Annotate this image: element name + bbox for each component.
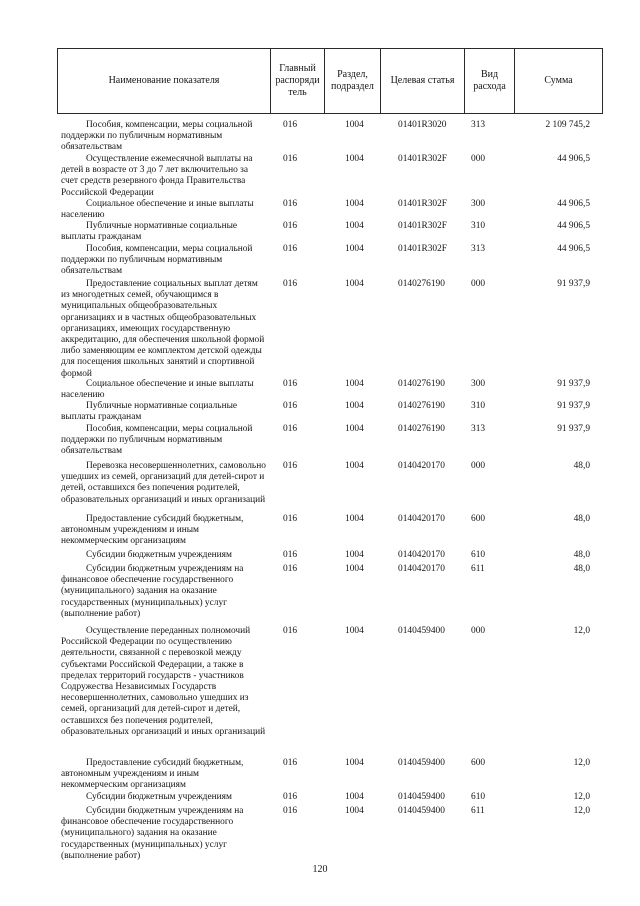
row-summa: 48,0 bbox=[573, 461, 590, 471]
row-glavny: 016 bbox=[283, 461, 298, 471]
row-summa: 48,0 bbox=[573, 514, 590, 524]
row-glavny: 016 bbox=[283, 758, 298, 768]
row-summa: 91 937,9 bbox=[557, 401, 590, 411]
row-vid: 610 bbox=[471, 792, 486, 802]
row-glavny: 016 bbox=[283, 379, 298, 389]
row-name: Социальное обеспечение и иные выплаты населению bbox=[61, 379, 254, 401]
row-name: Социальное обеспечение и иные выплаты населению bbox=[61, 199, 254, 221]
row-glavny: 016 bbox=[283, 154, 298, 164]
row-summa: 48,0 bbox=[573, 564, 590, 574]
row-vid: 000 bbox=[471, 626, 486, 636]
row-name: Осуществление переданных полномочий Российской Федерации по осуществлению деятельности, связанной с перевозкой между субъектами Российской Федерации, а также в пределах территорий государств - участников Содружества Независимых Государств несовершеннолетних, самовольно ушедших из семей, организаций для детей-сирот и детей, оставшихся без попечения родителей, образовательных организаций и иных организаций bbox=[61, 626, 266, 737]
row-name: Предоставление субсидий бюджетным, автономным учреждениям и иным некоммерческим организациям bbox=[61, 514, 244, 547]
row-celevaya: 01401R302F bbox=[398, 244, 447, 254]
row-celevaya: 01401R302F bbox=[398, 221, 447, 231]
row-razdel: 1004 bbox=[345, 279, 364, 289]
row-name: Перевозка несовершеннолетних, самовольно ушедших из семей, организаций для детей-сирот и детей, оставшихся без попечения родителей, образовательных организаций и иных организаций bbox=[61, 461, 266, 505]
row-razdel: 1004 bbox=[345, 424, 364, 434]
row-celevaya: 01401R302F bbox=[398, 199, 447, 209]
header-celevaya: Целевая статья bbox=[380, 49, 464, 113]
row-glavny: 016 bbox=[283, 514, 298, 524]
row-summa: 48,0 bbox=[573, 550, 590, 560]
row-glavny: 016 bbox=[283, 244, 298, 254]
row-vid: 000 bbox=[471, 154, 486, 164]
row-vid: 600 bbox=[471, 758, 486, 768]
row-vid: 600 bbox=[471, 514, 486, 524]
page-number: 120 bbox=[312, 864, 328, 875]
row-razdel: 1004 bbox=[345, 401, 364, 411]
row-celevaya: 01401R302F bbox=[398, 154, 447, 164]
row-name: Публичные нормативные социальные выплаты гражданам bbox=[61, 221, 238, 243]
row-name: Осуществление ежемесячной выплаты на детей в возрасте от 3 до 7 лет включительно за счет средств резервного фонда Правительства Российской Федерации bbox=[61, 154, 253, 198]
row-vid: 611 bbox=[471, 564, 485, 574]
row-razdel: 1004 bbox=[345, 758, 364, 768]
header-razdel: Раздел, подраздел bbox=[324, 49, 380, 113]
row-vid: 611 bbox=[471, 806, 485, 816]
row-name: Субсидии бюджетным учреждениям bbox=[86, 792, 232, 802]
row-razdel: 1004 bbox=[345, 461, 364, 471]
row-vid: 000 bbox=[471, 279, 486, 289]
row-summa: 12,0 bbox=[573, 626, 590, 636]
row-celevaya: 0140420170 bbox=[398, 550, 445, 560]
row-glavny: 016 bbox=[283, 120, 298, 130]
row-razdel: 1004 bbox=[345, 564, 364, 574]
row-razdel: 1004 bbox=[345, 626, 364, 636]
row-vid: 313 bbox=[471, 244, 486, 254]
row-name: Пособия, компенсации, меры социальной поддержки по публичным нормативным обязательствам bbox=[61, 244, 253, 277]
row-razdel: 1004 bbox=[345, 120, 364, 130]
row-glavny: 016 bbox=[283, 221, 298, 231]
row-glavny: 016 bbox=[283, 564, 298, 574]
row-celevaya: 0140459400 bbox=[398, 792, 445, 802]
row-razdel: 1004 bbox=[345, 244, 364, 254]
row-glavny: 016 bbox=[283, 401, 298, 411]
row-celevaya: 0140459400 bbox=[398, 806, 445, 816]
row-summa: 12,0 bbox=[573, 758, 590, 768]
header-name: Наименование показателя bbox=[108, 75, 220, 86]
row-summa: 44 906,5 bbox=[557, 154, 590, 164]
row-glavny: 016 bbox=[283, 550, 298, 560]
row-name: Публичные нормативные социальные выплаты гражданам bbox=[61, 401, 238, 423]
row-vid: 310 bbox=[471, 401, 486, 411]
row-celevaya: 01401R3020 bbox=[398, 120, 447, 130]
row-glavny: 016 bbox=[283, 792, 298, 802]
row-razdel: 1004 bbox=[345, 199, 364, 209]
row-summa: 12,0 bbox=[573, 806, 590, 816]
row-glavny: 016 bbox=[283, 424, 298, 434]
row-celevaya: 0140276190 bbox=[398, 379, 445, 389]
row-summa: 2 109 745,2 bbox=[545, 120, 590, 130]
table-header bbox=[57, 48, 603, 114]
row-razdel: 1004 bbox=[345, 154, 364, 164]
row-name: Субсидии бюджетным учреждениям на финансовое обеспечение государственного (муниципального) задания на оказание государственных (муниципальных) услуг (выполнение работ) bbox=[61, 806, 244, 861]
row-vid: 313 bbox=[471, 424, 486, 434]
row-summa: 44 906,5 bbox=[557, 221, 590, 231]
row-glavny: 016 bbox=[283, 626, 298, 636]
row-vid: 313 bbox=[471, 120, 486, 130]
row-glavny: 016 bbox=[283, 279, 298, 289]
row-razdel: 1004 bbox=[345, 221, 364, 231]
header-glavny: Главный распоряди тель bbox=[270, 49, 324, 113]
row-summa: 91 937,9 bbox=[557, 379, 590, 389]
row-summa: 44 906,5 bbox=[557, 199, 590, 209]
row-name: Пособия, компенсации, меры социальной поддержки по публичным нормативным обязательствам bbox=[61, 424, 253, 457]
row-vid: 300 bbox=[471, 379, 486, 389]
row-celevaya: 0140420170 bbox=[398, 514, 445, 524]
row-vid: 310 bbox=[471, 221, 486, 231]
row-name: Предоставление социальных выплат детям из многодетных семей, обучающимся в муниципальных общеобразовательных организациях и в частных общеобразовательных организациях, имеющих государственную аккредитацию, для обеспечения школьной формой либо заменяющим ее комплектом детской одежды для посещения школьных занятий и спортивной формой bbox=[61, 279, 265, 379]
header-vid: Вид расхода bbox=[464, 49, 514, 113]
row-glavny: 016 bbox=[283, 199, 298, 209]
row-razdel: 1004 bbox=[345, 550, 364, 560]
row-summa: 44 906,5 bbox=[557, 244, 590, 254]
row-name: Субсидии бюджетным учреждениям bbox=[86, 550, 232, 560]
header-summa: Сумма bbox=[514, 49, 602, 113]
row-celevaya: 0140459400 bbox=[398, 758, 445, 768]
row-razdel: 1004 bbox=[345, 514, 364, 524]
row-celevaya: 0140276190 bbox=[398, 424, 445, 434]
row-summa: 91 937,9 bbox=[557, 424, 590, 434]
row-vid: 300 bbox=[471, 199, 486, 209]
row-razdel: 1004 bbox=[345, 792, 364, 802]
row-name: Субсидии бюджетным учреждениям на финансовое обеспечение государственного (муниципального) задания на оказание государственных (муниципальных) услуг (выполнение работ) bbox=[61, 564, 244, 619]
row-celevaya: 0140459400 bbox=[398, 626, 445, 636]
row-razdel: 1004 bbox=[345, 806, 364, 816]
row-summa: 12,0 bbox=[573, 792, 590, 802]
row-celevaya: 0140420170 bbox=[398, 564, 445, 574]
row-glavny: 016 bbox=[283, 806, 298, 816]
row-celevaya: 0140276190 bbox=[398, 401, 445, 411]
row-vid: 000 bbox=[471, 461, 486, 471]
row-razdel: 1004 bbox=[345, 379, 364, 389]
row-celevaya: 0140420170 bbox=[398, 461, 445, 471]
row-celevaya: 0140276190 bbox=[398, 279, 445, 289]
row-name: Пособия, компенсации, меры социальной поддержки по публичным нормативным обязательствам bbox=[61, 120, 253, 153]
row-summa: 91 937,9 bbox=[557, 279, 590, 289]
row-name: Предоставление субсидий бюджетным, автономным учреждениям и иным некоммерческим организациям bbox=[61, 758, 244, 791]
row-vid: 610 bbox=[471, 550, 486, 560]
